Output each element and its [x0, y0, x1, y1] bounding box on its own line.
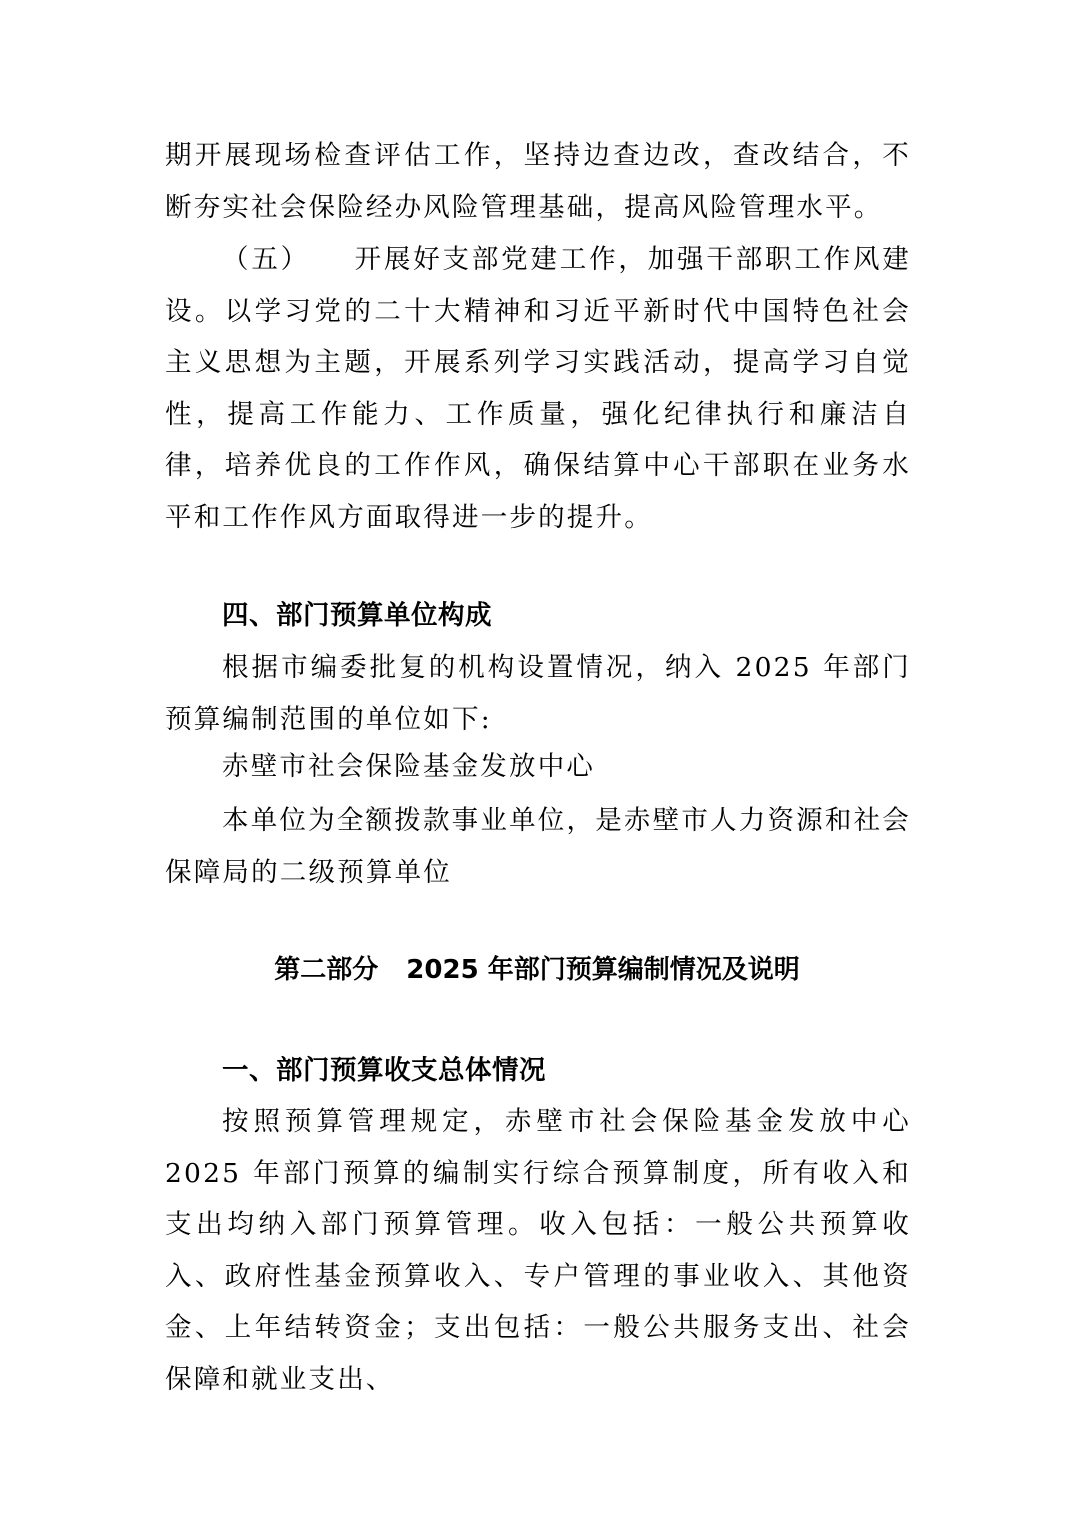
enumeration-label: （五） — [222, 244, 310, 275]
paragraph-party-building — [165, 234, 911, 543]
paragraph-unit-description: 本单位为全额拨款事业单位，是赤壁市人力资源和社会保障局的二级预算单位 — [165, 805, 911, 888]
paragraph-risk-management: 期开展现场检查评估工作，坚持边查边改，查改结合，不断夯实社会保险经办风险管理基础，提高风险管理水平。 — [165, 140, 911, 223]
section-heading-budget-units: 四、部门预算单位构成 — [222, 600, 492, 631]
part-two-label: 第二部分 — [274, 955, 379, 985]
part-two-title-text: 2025 年部门预算编制情况及说明 — [406, 955, 800, 985]
paragraph-party-building-text: 开展好支部党建工作，加强干部职工作风建设。以学习党的二十大精神和习近平新时代中国特色社会主义思想为主题，开展系列学习实践活动，提高学习自觉性，提高工作能力、工作质量，强化纪律执行和廉洁自律，培养优良的工作作风，确保结算中心干部职在业务水平和工作作风方面取得进一步的提升。 — [165, 244, 911, 533]
paragraph-budget-overview: 按照预算管理规定，赤壁市社会保险基金发放中心 2025 年部门预算的编制实行综合预算制度，所有收入和支出均纳入部门预算管理。收入包括：一般公共预算收入、政府性基金预算收入、专户管理的事业收入、其他资金、上年结转资金；支出包括：一般公共服务支出、社会保障和就业支出、 — [165, 1106, 911, 1395]
section-heading-budget-overview: 一、部门预算收支总体情况 — [222, 1055, 546, 1086]
paragraph-budget-scope: 根据市编委批复的机构设置情况，纳入 2025 年部门预算编制范围的单位如下: — [165, 652, 911, 735]
unit-name: 赤壁市社会保险基金发放中心 — [222, 751, 596, 782]
part-two-title — [0, 950, 1074, 990]
